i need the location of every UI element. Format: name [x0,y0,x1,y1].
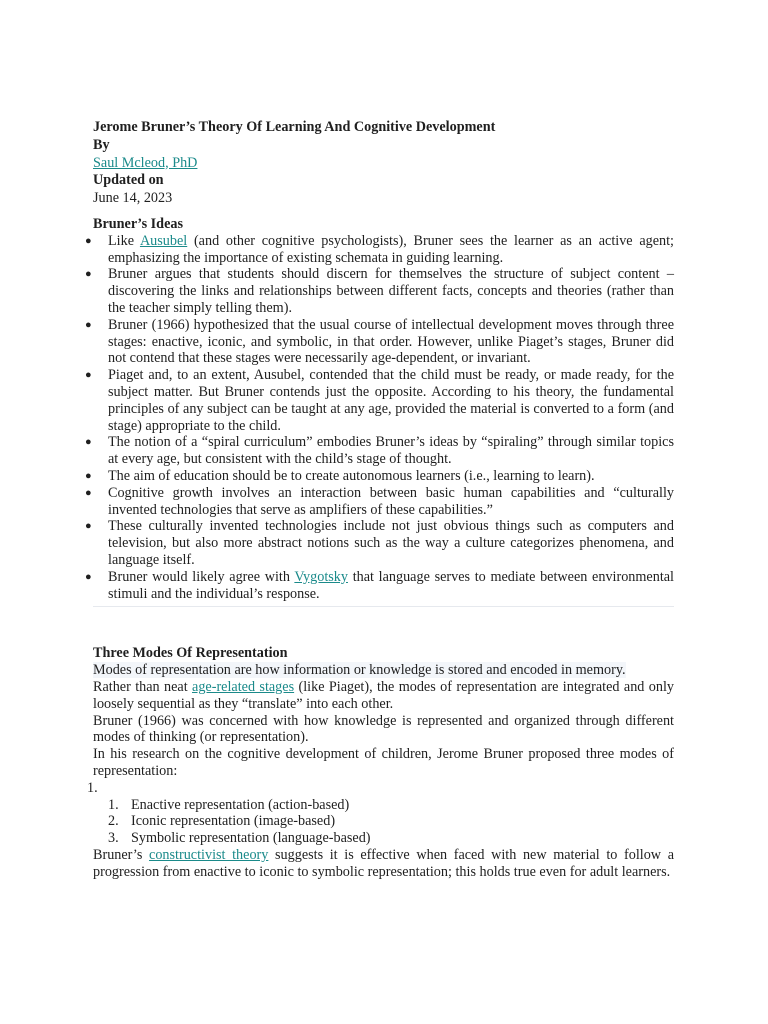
outer-list-number: 1. [87,779,98,796]
list-item: 3. Symbolic representation (language-based) [108,830,371,847]
bullet-icon: ● [85,469,92,482]
list-item: ● Like Ausubel (and other cognitive psychologists), Bruner sees the learner as an active agent; emphasizing the importance of existing schemata in guiding learning. [85,232,674,266]
by-label: By [93,136,110,153]
modes-paragraph-3: Bruner (1966) was concerned with how knowledge is represented and organized through different modes of thinking (or representation). [93,712,674,746]
list-item: ● Cognitive growth involves an interaction between basic human capabilities and “culturally invented technologies that serve as amplifiers of these capabilities.” [85,484,674,518]
list-item: ● Bruner (1966) hypothesized that the usual course of intellectual development moves through three stages: enactive, iconic, and symbolic, in that order. However, unlike Piaget’s stages, Bruner did not contend that these stages were necessarily age-dependent, or invariant. [85,316,674,367]
modes-section [87,645,674,880]
modes-paragraph-2: Rather than neat age-related stages (like Piaget), the modes of representation are integrated and only loosely sequential as they “translate” into each other. [93,678,674,712]
updated-date: June 14, 2023 [93,190,173,207]
constructivist-theory-link[interactable]: constructivist theory [149,847,269,864]
bullet-icon: ● [85,486,92,499]
bullet-icon: ● [85,520,92,533]
vygotsky-link[interactable]: Vygotsky [294,568,348,585]
ideas-list [85,232,674,603]
modes-heading: Three Modes Of Representation [93,645,288,662]
ideas-heading: Bruner’s Ideas [93,215,183,232]
bullet-icon: ● [85,570,92,583]
list-item: ● Bruner would likely agree with Vygotsky that language serves to mediate between environmental stimuli and the individual’s response. [85,568,674,602]
bullet-icon: ● [85,436,92,449]
list-item: 1. Enactive representation (action-based) [108,796,350,813]
modes-paragraph-5: Bruner’s constructivist theory suggests it is effective when faced with new material to follow a progression from enactive to iconic to symbolic representation; this holds true even for adult learners. [93,847,674,880]
list-item: ● The aim of education should be to create autonomous learners (i.e., learning to learn). [85,467,595,484]
author-line [93,155,674,172]
list-item: 2. Iconic representation (image-based) [108,813,336,830]
bullet-icon: ● [85,369,92,382]
bullet-icon: ● [85,234,92,247]
list-item: ● The notion of a “spiral curriculum” embodies Bruner’s ideas by “spiraling” through similar topics at every age, but consistent with the child’s stage of thought. [85,434,674,468]
bullet-icon: ● [85,318,92,331]
modes-definition: Modes of representation are how information or knowledge is stored and encoded in memory. [93,662,626,679]
updated-label: Updated on [93,172,164,189]
modes-paragraph-4: In his research on the cognitive development of children, Jerome Bruner proposed three modes of representation: [93,746,674,779]
bullet-icon: ● [85,268,92,281]
section-divider [93,606,674,607]
list-item: ● Bruner argues that students should discern for themselves the structure of subject content – discovering the links and relationships between different facts, concepts and theories (rather than the teacher simply telling them). [85,266,674,316]
modes-list [93,797,674,847]
list-item: ● Piaget and, to an extent, Ausubel, contended that the child must be ready, or made ready, for the subject matter. But Bruner contends just the opposite. According to his theory, the fundamental principles of any subject can be taught at any age, provided the material is converted to a form (and stage) appropriate to the child. [85,367,674,434]
document-page [85,119,674,881]
ausubel-link[interactable]: Ausubel [139,232,188,249]
age-related-stages-link[interactable]: age-related stages [192,678,295,695]
author-link[interactable]: Saul Mcleod, PhD [93,154,198,171]
article-title: Jerome Bruner’s Theory Of Learning And Cognitive Development [93,119,496,135]
list-item: ● These culturally invented technologies include not just obvious things such as computers and television, but also more abstract notions such as the way a culture categorizes phenomena, and language itself. [85,518,674,568]
